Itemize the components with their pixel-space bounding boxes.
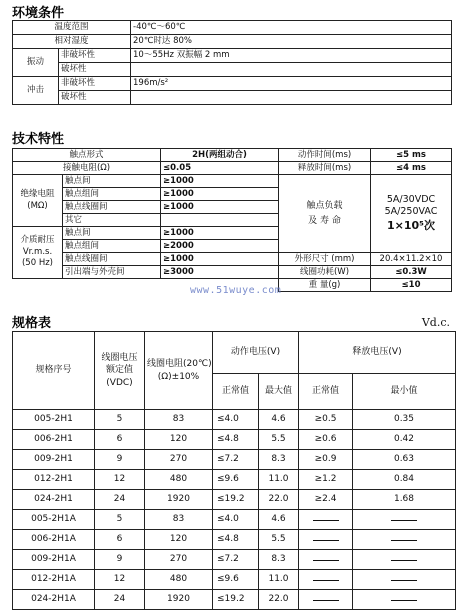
operate-normal-cell: ≤19.2 <box>213 590 259 610</box>
die-value-1: ≥1000 <box>161 227 279 240</box>
temp-label: 温度范围 <box>13 21 131 35</box>
temp-value: -40℃～60℃ <box>131 21 452 35</box>
release-normal-cell <box>299 550 353 570</box>
operate-normal-cell: ≤4.0 <box>213 410 259 430</box>
contact-form-value: 2H(两组动合) <box>161 149 279 162</box>
operate-normal-cell: ≤4.8 <box>213 430 259 450</box>
die-value-2: ≥2000 <box>161 240 279 253</box>
load-label-line1: 触点负载 <box>306 201 343 212</box>
model-cell: 005-2H1 <box>13 410 95 430</box>
operate-max-cell: 8.3 <box>259 550 299 570</box>
table-row <box>13 490 456 510</box>
empty-dash <box>313 594 339 601</box>
release-normal-cell: ≥0.6 <box>299 430 353 450</box>
empty-dash <box>313 534 339 541</box>
rated-cell: 24 <box>95 490 145 510</box>
rated-cell: 5 <box>95 510 145 530</box>
empty-dash <box>313 574 339 581</box>
vibration-destructive-label: 破坏性 <box>59 63 131 77</box>
insulation-label-line2: (MΩ) <box>27 200 48 211</box>
die-terminal-case: 引出端与外壳间 <box>63 266 161 279</box>
header-model: 规格序号 <box>13 332 95 410</box>
operate-max-cell: 22.0 <box>259 590 299 610</box>
shock-nondestructive-value: 196m/s² <box>131 77 452 91</box>
spec-body <box>13 410 456 610</box>
release-normal-cell <box>299 510 353 530</box>
model-cell: 009-2H1A <box>13 550 95 570</box>
empty-dash <box>391 514 417 521</box>
header-resistance-line2: (Ω)±10% <box>157 371 200 382</box>
shock-destructive-value <box>131 91 452 105</box>
dimension-label: 外形尺寸 (mm) <box>279 253 371 266</box>
release-min-cell <box>353 530 456 550</box>
rated-cell: 12 <box>95 570 145 590</box>
operate-max-cell: 4.6 <box>259 410 299 430</box>
release-min-cell: 0.63 <box>353 450 456 470</box>
header-release-min: 最小值 <box>353 374 456 410</box>
empty-dash <box>391 574 417 581</box>
header-rated-line3: (VDC) <box>106 377 133 388</box>
operate-max-cell: 8.3 <box>259 450 299 470</box>
dielectric-label-line2: Vr.m.s. <box>22 246 53 257</box>
release-min-cell: 0.42 <box>353 430 456 450</box>
ins-value-2: ≥1000 <box>161 188 279 201</box>
empty-dash <box>391 554 417 561</box>
vibration-nondestructive-label: 非破坏性 <box>59 49 131 63</box>
weight-value: ≤10 <box>371 279 452 292</box>
vibration-label: 振动 <box>13 49 59 77</box>
release-normal-cell <box>299 570 353 590</box>
model-cell: 006-2H1 <box>13 430 95 450</box>
empty-dash <box>391 534 417 541</box>
release-min-cell: 1.68 <box>353 490 456 510</box>
unit-note: Vd.c. <box>421 316 450 329</box>
release-normal-cell: ≥2.4 <box>299 490 353 510</box>
operate-normal-cell: ≤7.2 <box>213 450 259 470</box>
header-rated <box>95 332 145 410</box>
resistance-cell: 480 <box>145 570 213 590</box>
model-cell: 024-2H1 <box>13 490 95 510</box>
header-operate-normal: 正常值 <box>213 374 259 410</box>
die-value-3: ≥1000 <box>161 253 279 266</box>
model-cell: 012-2H1 <box>13 470 95 490</box>
release-min-cell <box>353 510 456 530</box>
empty-dash <box>313 514 339 521</box>
header-release-normal: 正常值 <box>299 374 353 410</box>
release-min-cell: 0.84 <box>353 470 456 490</box>
header-rated-line2: 额定值 <box>105 365 133 376</box>
ins-other: 其它 <box>63 214 161 227</box>
load-values <box>371 175 452 253</box>
release-min-cell: 0.35 <box>353 410 456 430</box>
operate-normal-cell: ≤9.6 <box>213 570 259 590</box>
empty-dash <box>313 554 339 561</box>
operate-normal-cell: ≤4.0 <box>213 510 259 530</box>
tech-title: 技术特性 <box>12 132 65 147</box>
rated-cell: 9 <box>95 450 145 470</box>
contact-resistance-value: ≤0.05 <box>161 162 279 175</box>
release-min-cell <box>353 590 456 610</box>
header-operate-max: 最大值 <box>259 374 299 410</box>
operate-time-value: ≤5 ms <box>371 149 452 162</box>
resistance-cell: 480 <box>145 470 213 490</box>
header-resistance-line1: 线圈电阻(20℃) <box>147 358 212 369</box>
contact-form-label: 触点形式 <box>13 149 161 162</box>
coil-power-value: ≤0.3W <box>371 266 452 279</box>
model-cell: 024-2H1A <box>13 590 95 610</box>
release-normal-cell <box>299 530 353 550</box>
release-normal-cell: ≥1.2 <box>299 470 353 490</box>
operate-normal-cell: ≤9.6 <box>213 470 259 490</box>
header-resistance <box>145 332 213 410</box>
load-value-3: 1×10⁵次 <box>387 218 435 232</box>
release-time-label: 释放时间(ms) <box>279 162 371 175</box>
resistance-cell: 270 <box>145 550 213 570</box>
insulation-label-line1: 绝缘电阻 <box>20 188 55 199</box>
ins-between-groups: 触点组间 <box>63 188 161 201</box>
die-value-4: ≥3000 <box>161 266 279 279</box>
insulation-label <box>13 175 63 227</box>
header-rated-line1: 线圈电压 <box>101 353 138 364</box>
table-row <box>13 590 456 610</box>
table-row <box>13 430 456 450</box>
load-value-1: 5A/30VDC <box>386 193 436 205</box>
shock-nondestructive-label: 非破坏性 <box>59 77 131 91</box>
contact-resistance-label: 接触电阻(Ω) <box>13 162 161 175</box>
dielectric-label-line3: (50 Hz) <box>21 258 53 269</box>
table-row <box>13 470 456 490</box>
load-value-2: 5A/250VAC <box>384 206 438 218</box>
spec-table <box>12 331 456 610</box>
dielectric-label <box>13 227 63 279</box>
release-normal-cell: ≥0.9 <box>299 450 353 470</box>
ins-between-contacts: 触点间 <box>63 175 161 188</box>
ins-value-4 <box>161 214 279 227</box>
ins-contact-coil: 触点线圈间 <box>63 201 161 214</box>
shock-destructive-label: 破坏性 <box>59 91 131 105</box>
operate-normal-cell: ≤19.2 <box>213 490 259 510</box>
humidity-label: 相对湿度 <box>13 35 131 49</box>
table-row <box>13 550 456 570</box>
env-table <box>12 20 452 105</box>
resistance-cell: 1920 <box>145 590 213 610</box>
rated-cell: 9 <box>95 550 145 570</box>
release-time-value: ≤4 ms <box>371 162 452 175</box>
rated-cell: 12 <box>95 470 145 490</box>
operate-normal-cell: ≤4.8 <box>213 530 259 550</box>
model-cell: 009-2H1 <box>13 450 95 470</box>
header-operate: 动作电压(V) <box>213 332 299 374</box>
table-row <box>13 570 456 590</box>
operate-max-cell: 11.0 <box>259 570 299 590</box>
operate-time-label: 动作时间(ms) <box>279 149 371 162</box>
release-min-cell <box>353 570 456 590</box>
model-cell: 006-2H1A <box>13 530 95 550</box>
table-row <box>13 530 456 550</box>
resistance-cell: 1920 <box>145 490 213 510</box>
humidity-value: 20℃时达 80% <box>131 35 452 49</box>
tech-spacer-1 <box>13 279 63 292</box>
model-cell: 005-2H1A <box>13 510 95 530</box>
dielectric-label-line1: 介质耐压 <box>20 235 55 246</box>
ins-value-1: ≥1000 <box>161 175 279 188</box>
resistance-cell: 120 <box>145 530 213 550</box>
die-contact-coil: 触点线圈间 <box>63 253 161 266</box>
die-between-groups: 触点组间 <box>63 240 161 253</box>
empty-dash <box>391 594 417 601</box>
rated-cell: 6 <box>95 530 145 550</box>
shock-label: 冲击 <box>13 77 59 105</box>
release-normal-cell: ≥0.5 <box>299 410 353 430</box>
operate-max-cell: 11.0 <box>259 470 299 490</box>
load-label <box>279 175 371 253</box>
spec-title: 规格表 <box>12 316 52 331</box>
operate-max-cell: 5.5 <box>259 430 299 450</box>
rated-cell: 5 <box>95 410 145 430</box>
operate-normal-cell: ≤7.2 <box>213 550 259 570</box>
table-row <box>13 510 456 530</box>
dimension-value: 20.4×11.2×10 <box>371 253 452 266</box>
vibration-destructive-value <box>131 63 452 77</box>
die-between-contacts: 触点间 <box>63 227 161 240</box>
resistance-cell: 83 <box>145 510 213 530</box>
weight-label: 重 量(g) <box>279 279 371 292</box>
vibration-nondestructive-value: 10～55Hz 双振幅 2 mm <box>131 49 452 63</box>
release-normal-cell <box>299 590 353 610</box>
resistance-cell: 270 <box>145 450 213 470</box>
tech-table <box>12 148 452 292</box>
operate-max-cell: 4.6 <box>259 510 299 530</box>
load-label-line2: 及 寿 命 <box>308 215 341 226</box>
release-min-cell <box>353 550 456 570</box>
header-release: 释放电压(V) <box>299 332 456 374</box>
model-cell: 012-2H1A <box>13 570 95 590</box>
watermark: www.51wuye.com <box>190 285 282 296</box>
tech-spacer-2 <box>63 279 161 292</box>
ins-value-3: ≥1000 <box>161 201 279 214</box>
coil-power-label: 线圈功耗(W) <box>279 266 371 279</box>
resistance-cell: 83 <box>145 410 213 430</box>
table-row <box>13 410 456 430</box>
env-title: 环境条件 <box>12 6 65 21</box>
table-row <box>13 450 456 470</box>
rated-cell: 24 <box>95 590 145 610</box>
rated-cell: 6 <box>95 430 145 450</box>
resistance-cell: 120 <box>145 430 213 450</box>
operate-max-cell: 22.0 <box>259 490 299 510</box>
operate-max-cell: 5.5 <box>259 530 299 550</box>
